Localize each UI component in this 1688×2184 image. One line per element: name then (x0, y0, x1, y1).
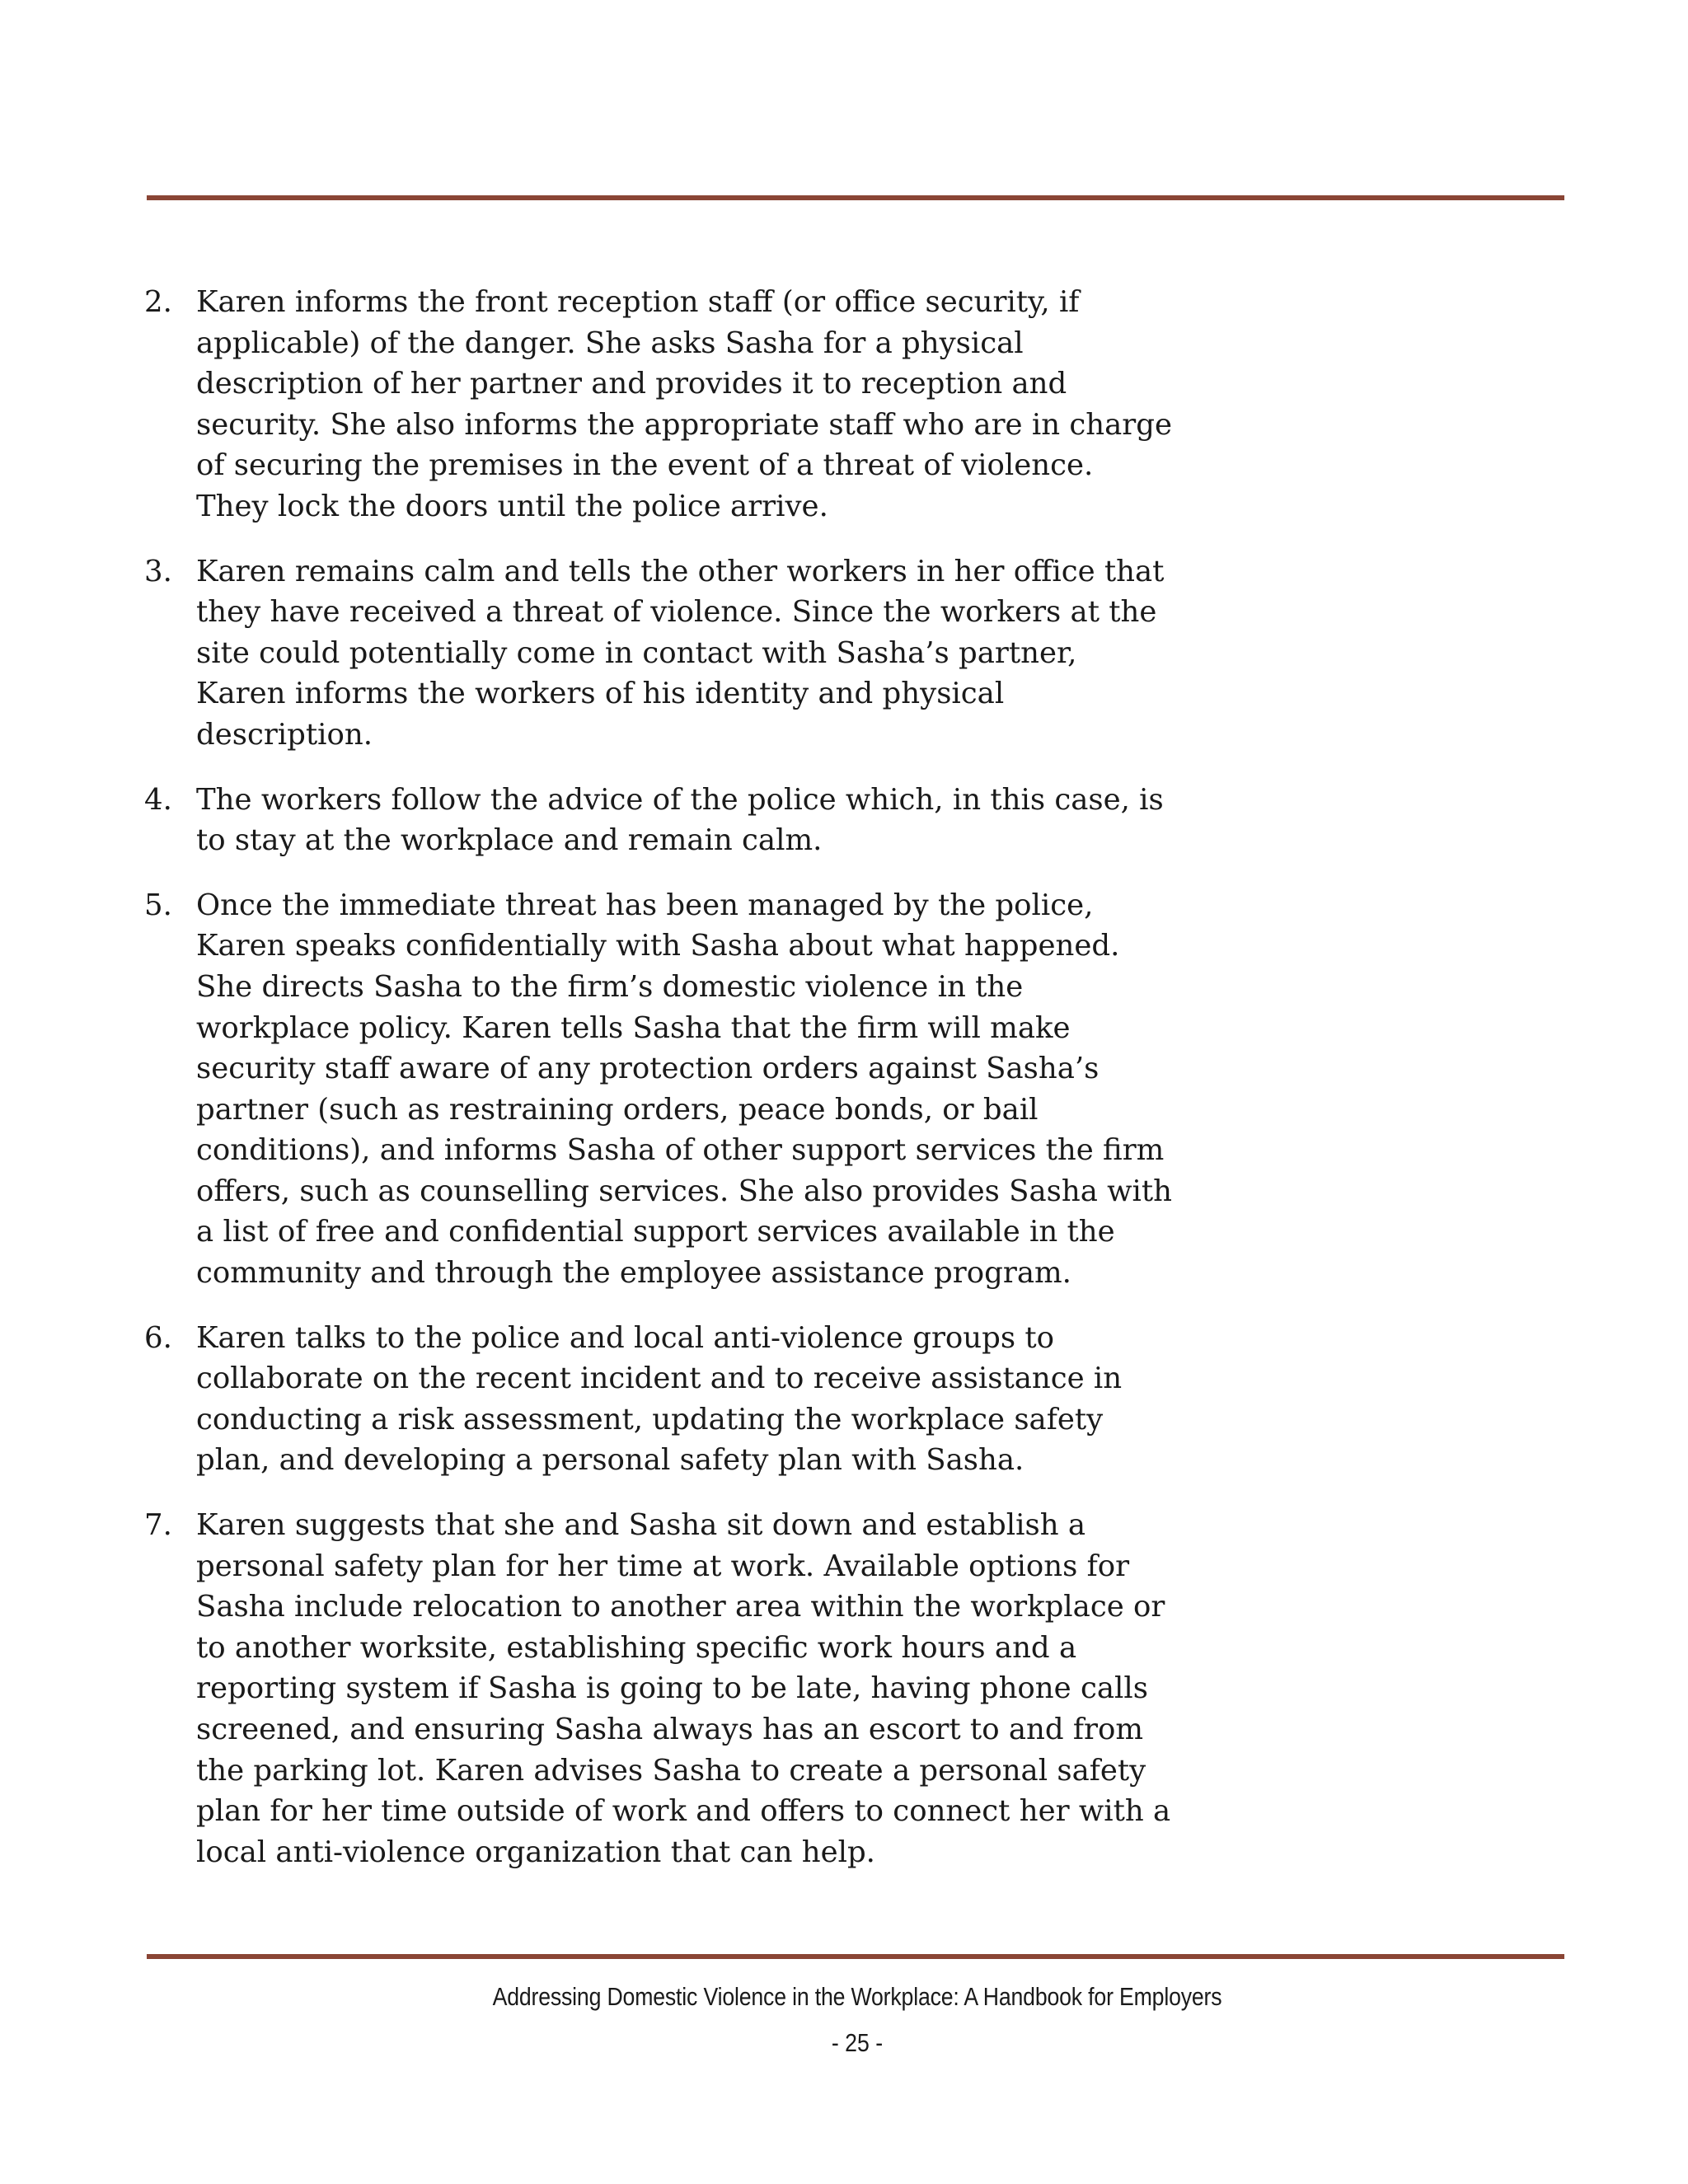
list-item (144, 1505, 1175, 1872)
list-item-text: Once the immediate threat has been managed by the police, Karen speaks confidentially with Sasha about what happened. She directs Sasha to the firm’s domestic violence in the workplace policy. Karen tells Sasha that the firm will make security staff aware of any protection orders against Sasha’s partner (such as restraining orders, peace bonds, or bail conditions), and informs Sasha of other support services the firm offers, such as counselling services. She also provides Sasha with a list of free and confidential support services available in the community and through the employee assistance program. (196, 888, 1173, 1291)
list-item-number: 6. (144, 1320, 172, 1355)
list-item-text: The workers follow the advice of the police which, in this case, is to stay at the workplace and remain calm. (196, 782, 1164, 858)
list-item-text: Karen informs the front reception staff (or office security, if applicable) of the danger. She asks Sasha for a physical description of her partner and provides it to reception and security. She also informs the appropriate staff who are in charge of securing the premises in the event of a threat of violence. They lock the doors until the police arrive. (196, 285, 1172, 523)
list-item-number: 4. (144, 782, 172, 817)
list-item-number: 5. (144, 888, 172, 922)
list-item-number: 7. (144, 1508, 172, 1543)
list-item-text: Karen suggests that she and Sasha sit down and establish a personal safety plan for her time at work. Available options for Sasha include relocation to another area within the workplace or to another worksite, establishing specific work hours and a reporting system if Sasha is going to be late, having phone calls screened, and ensuring Sasha always has an escort to and from the parking lot. Karen advises Sasha to create a personal safety plan for her time outside of work and offers to connect her with a local anti-violence organization that can help. (196, 1508, 1171, 1869)
page-number: - 25 - (831, 2028, 884, 2057)
footer-title: Addressing Domestic Violence in the Workplace: A Handbook for Employers (492, 1982, 1222, 2011)
header-divider (147, 195, 1564, 200)
list-item-text: Karen remains calm and tells the other workers in her office that they have received a threat of violence. Since the workers at the site could potentially come in contact with Sasha’s partner, Karen informs the workers of his identity and physical description. (196, 554, 1165, 752)
list-item (144, 282, 1175, 527)
list-item (144, 1318, 1175, 1481)
list-item (144, 780, 1175, 861)
list-item (144, 885, 1175, 1294)
list-item-text: Karen talks to the police and local anti-violence groups to collaborate on the recent incident and to receive assistance in conducting a risk assessment, updating the workplace safety plan, and developing a personal safety plan with Sasha. (196, 1320, 1123, 1478)
numbered-list (144, 282, 1175, 1896)
list-item-number: 3. (144, 554, 172, 588)
list-item-number: 2. (144, 285, 172, 319)
list-item (144, 551, 1175, 756)
footer-divider (147, 1954, 1564, 1959)
